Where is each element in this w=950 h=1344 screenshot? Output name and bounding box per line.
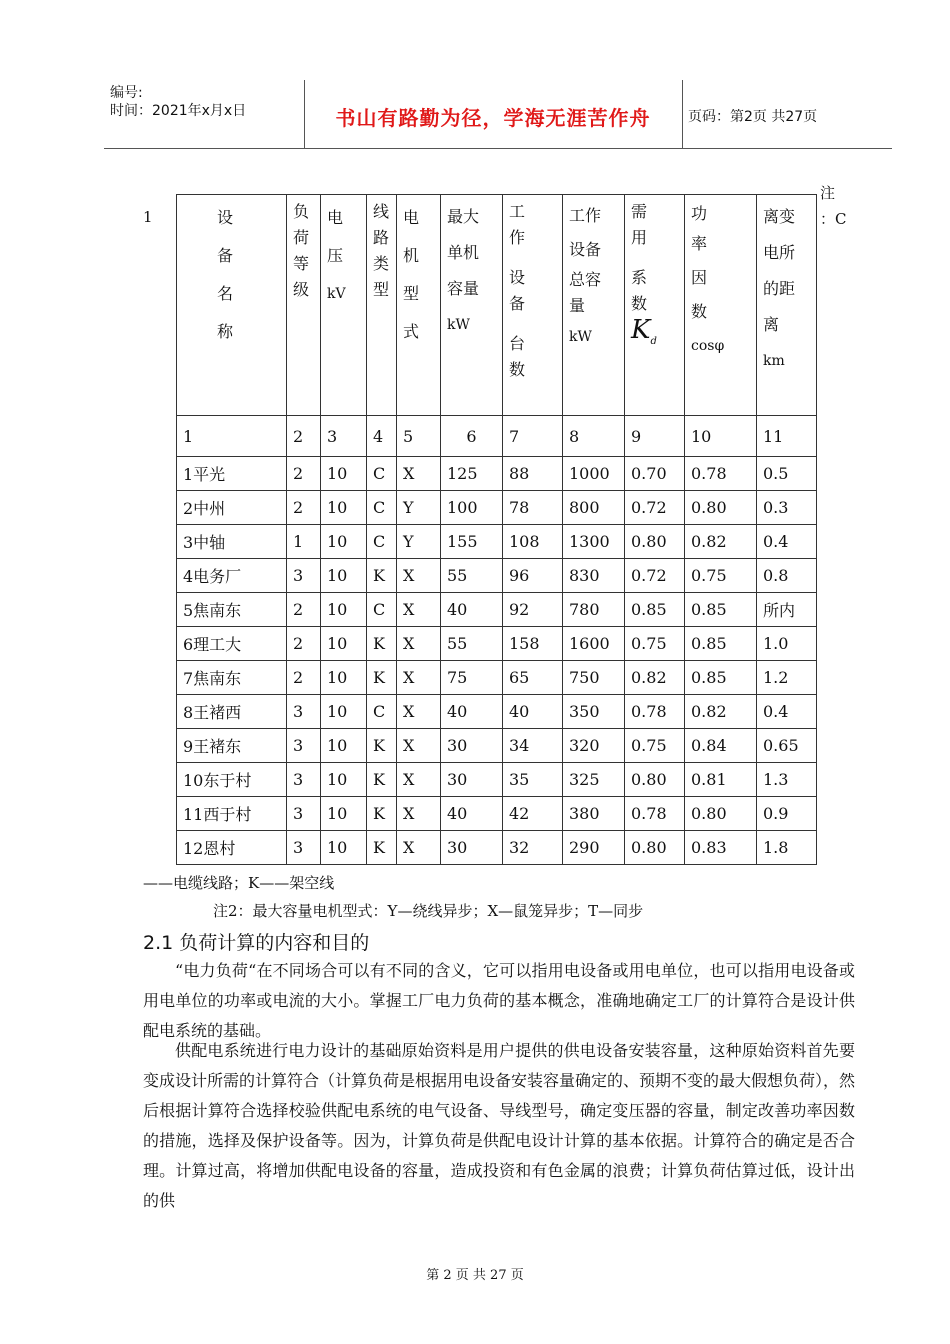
table-cell: 1 — [287, 525, 321, 559]
table-cell: 0.70 — [625, 457, 685, 491]
index-row — [177, 416, 817, 457]
table-cell: K — [367, 763, 397, 797]
index-cell: 8 — [563, 416, 625, 457]
table-cell: K — [367, 729, 397, 763]
time-label: 时间：2021年x月x日 — [110, 103, 247, 119]
table-cell: 8王褚西 — [177, 695, 287, 729]
side-note — [820, 180, 846, 232]
table-cell: 0.65 — [757, 729, 817, 763]
table-cell: 0.80 — [625, 525, 685, 559]
table-cell: 30 — [441, 763, 503, 797]
table-cell: X — [397, 695, 441, 729]
table-cell: 10东于村 — [177, 763, 287, 797]
table-cell: 0.9 — [757, 797, 817, 831]
table-cell: K — [367, 559, 397, 593]
table-cell: 所内 — [757, 593, 817, 627]
index-cell: 3 — [321, 416, 367, 457]
table-row — [177, 559, 817, 593]
table-cell: 55 — [441, 627, 503, 661]
header-cell: 负 荷 等 级 — [287, 195, 321, 416]
header-cell: 需 用 系 数 $K_d$ — [625, 195, 685, 416]
table-cell: 5焦南东 — [177, 593, 287, 627]
index-cell: 11 — [757, 416, 817, 457]
index-cell: 2 — [287, 416, 321, 457]
table-cell: Y — [397, 525, 441, 559]
table-cell: 10 — [321, 729, 367, 763]
header-cell: 最大 单机 容量 kW — [441, 195, 503, 416]
table-cell: 2 — [287, 491, 321, 525]
table-cell: 10 — [321, 491, 367, 525]
header-cell: 设 备 名 称 — [177, 195, 287, 416]
table-cell: 30 — [441, 729, 503, 763]
table-cell: 10 — [321, 457, 367, 491]
table-cell: 88 — [503, 457, 563, 491]
table-row — [177, 457, 817, 491]
index-cell: 9 — [625, 416, 685, 457]
table-cell: 40 — [441, 695, 503, 729]
table-cell: 3 — [287, 695, 321, 729]
table-cell: 35 — [503, 763, 563, 797]
index-cell: 1 — [177, 416, 287, 457]
table-cell: 155 — [441, 525, 503, 559]
load-table — [176, 194, 817, 865]
table-cell: 0.8 — [757, 559, 817, 593]
table-row — [177, 627, 817, 661]
table-cell: 0.4 — [757, 525, 817, 559]
table-cell: 92 — [503, 593, 563, 627]
table-cell: K — [367, 627, 397, 661]
table-cell: 10 — [321, 797, 367, 831]
table-header-row — [177, 195, 817, 416]
table-cell: 55 — [441, 559, 503, 593]
table-cell: X — [397, 457, 441, 491]
table-cell: 0.78 — [625, 695, 685, 729]
table-cell: 10 — [321, 695, 367, 729]
table-cell: 11西于村 — [177, 797, 287, 831]
table-cell: 0.85 — [685, 593, 757, 627]
table-cell: 10 — [321, 593, 367, 627]
header-motto: 书山有路勤为径，学海无涯苦作舟 — [335, 106, 651, 130]
table-cell: 0.80 — [685, 797, 757, 831]
table-cell: 100 — [441, 491, 503, 525]
table-cell: 0.3 — [757, 491, 817, 525]
table-cell: 830 — [563, 559, 625, 593]
table-cell: 78 — [503, 491, 563, 525]
section-title: 2.1 负荷计算的内容和目的 — [143, 932, 370, 954]
table-cell: K — [367, 831, 397, 865]
table-row — [177, 593, 817, 627]
table-cell: 3 — [287, 729, 321, 763]
table-cell: X — [397, 763, 441, 797]
table-cell: 3 — [287, 559, 321, 593]
table-cell: 108 — [503, 525, 563, 559]
table-cell: 0.82 — [625, 661, 685, 695]
table-cell: 3 — [287, 763, 321, 797]
table-cell: 6理工大 — [177, 627, 287, 661]
header-meta — [110, 84, 246, 120]
table-cell: 0.83 — [685, 831, 757, 865]
table-cell: 0.75 — [625, 627, 685, 661]
table-cell: 40 — [441, 593, 503, 627]
header-cell: 离变 电所 的距 离 km — [757, 195, 817, 416]
table-row — [177, 831, 817, 865]
header-cell: 工作 设备 总容 量 kW — [563, 195, 625, 416]
side-note-line: 注 — [820, 184, 836, 202]
table-cell: C — [367, 525, 397, 559]
table-cell: 10 — [321, 661, 367, 695]
table-row — [177, 797, 817, 831]
table-cell: 0.75 — [625, 729, 685, 763]
table-cell: Y — [397, 491, 441, 525]
header-cell: 功 率 因 数 cosφ — [685, 195, 757, 416]
table-body — [177, 457, 817, 865]
table-cell: X — [397, 627, 441, 661]
paragraph: “电力负荷“在不同场合可以有不同的含义，它可以指用电设备或用电单位，也可以指用电设备或用电单位的功率或电流的大小。掌握工厂电力负荷的基本概念，准确地确定工厂的计算符合是设计供配电系统的基础。 — [143, 961, 855, 1040]
table-cell: 65 — [503, 661, 563, 695]
table-cell: X — [397, 559, 441, 593]
table-cell: K — [367, 797, 397, 831]
table-cell: 2 — [287, 457, 321, 491]
table-cell: 1.3 — [757, 763, 817, 797]
index-cell: 5 — [397, 416, 441, 457]
table-cell: 96 — [503, 559, 563, 593]
table-row — [177, 525, 817, 559]
table-cell: 125 — [441, 457, 503, 491]
page-header — [104, 80, 892, 149]
table-cell: 750 — [563, 661, 625, 695]
table-cell: C — [367, 695, 397, 729]
table-cell: X — [397, 831, 441, 865]
table-row — [177, 729, 817, 763]
side-note-line: ：C — [820, 210, 847, 228]
table-cell: 0.81 — [685, 763, 757, 797]
table-cell: 9王褚东 — [177, 729, 287, 763]
number-label: 编号: — [110, 85, 143, 101]
header-page-info: 页码：第2页 共27页 — [688, 109, 818, 125]
table-cell: 1300 — [563, 525, 625, 559]
index-cell: 6 — [441, 416, 503, 457]
header-cell: 电 机 型 式 — [397, 195, 441, 416]
table-cell: 0.72 — [625, 491, 685, 525]
table-cell: 325 — [563, 763, 625, 797]
table-row — [177, 695, 817, 729]
index-cell: 4 — [367, 416, 397, 457]
table-cell: 12恩村 — [177, 831, 287, 865]
table-cell: 40 — [503, 695, 563, 729]
table-cell: 1.8 — [757, 831, 817, 865]
table-cell: 10 — [321, 627, 367, 661]
note-motor-type: 注2：最大容量电机型式：Y—绕线异步；X—鼠笼异步；T—同步 — [213, 902, 644, 920]
table-cell: 290 — [563, 831, 625, 865]
table-cell: 1.0 — [757, 627, 817, 661]
header-cell: 工 作 设 备 台 数 — [503, 195, 563, 416]
table-cell: 380 — [563, 797, 625, 831]
table-cell: 30 — [441, 831, 503, 865]
table-cell: 10 — [321, 525, 367, 559]
table-cell: 2中州 — [177, 491, 287, 525]
table-cell: K — [367, 661, 397, 695]
header-divider — [682, 80, 683, 148]
paragraph: 供配电系统进行电力设计的基础原始资料是用户提供的供电设备安装容量，这种原始资料首先要变成设计所需的计算符合（计算负荷是根据用电设备安装容量确定的、预期不变的最大假想负荷），然后根据计算符合选择校验供配电系统的电气设备、导线型号，确定变压器的容量，制定改善功率因数的措施，选择及保护设备等。因为，计算负荷是供配电设计计算的基本依据。计算符合的确定是否合理。计算过高，将增加供配电设备的容量，造成投资和有色金属的浪费；计算负荷估算过低，设计出的供 — [143, 1041, 856, 1210]
table-cell: 0.80 — [685, 491, 757, 525]
table-cell: 10 — [321, 559, 367, 593]
header-cell: 线 路 类 型 — [367, 195, 397, 416]
table-cell: 1平光 — [177, 457, 287, 491]
table-cell: X — [397, 797, 441, 831]
table-cell: 158 — [503, 627, 563, 661]
table-cell: 0.85 — [685, 661, 757, 695]
table-cell: 0.85 — [625, 593, 685, 627]
table-cell: C — [367, 593, 397, 627]
table-cell: 0.75 — [685, 559, 757, 593]
table-cell: 2 — [287, 593, 321, 627]
table-cell: 40 — [441, 797, 503, 831]
header-cell: 电 压 kV — [321, 195, 367, 416]
table-cell: 4电务厂 — [177, 559, 287, 593]
table-cell: X — [397, 593, 441, 627]
table-cell: 0.82 — [685, 525, 757, 559]
table-cell: C — [367, 491, 397, 525]
table-cell: 780 — [563, 593, 625, 627]
table-cell: X — [397, 661, 441, 695]
table-cell: 320 — [563, 729, 625, 763]
table-cell: 0.72 — [625, 559, 685, 593]
table-number: 1 — [143, 208, 153, 226]
kd-symbol: $K_d$ — [631, 315, 657, 348]
index-cell: 10 — [685, 416, 757, 457]
table-cell: 7焦南东 — [177, 661, 287, 695]
index-cell: 7 — [503, 416, 563, 457]
table-cell: 0.4 — [757, 695, 817, 729]
table-cell: 0.85 — [685, 627, 757, 661]
table-cell: 3 — [287, 797, 321, 831]
table-cell: 0.82 — [685, 695, 757, 729]
table-cell: 0.84 — [685, 729, 757, 763]
table-cell: 3中轴 — [177, 525, 287, 559]
table-cell: 0.5 — [757, 457, 817, 491]
table-cell: 3 — [287, 831, 321, 865]
table-cell: 0.80 — [625, 763, 685, 797]
table-row — [177, 491, 817, 525]
table-cell: 1600 — [563, 627, 625, 661]
page-footer: 第 2 页 共 27 页 — [426, 1268, 524, 1283]
table-cell: 32 — [503, 831, 563, 865]
table-cell: 42 — [503, 797, 563, 831]
table-cell: 10 — [321, 831, 367, 865]
table-cell: 10 — [321, 763, 367, 797]
table-cell: C — [367, 457, 397, 491]
table-cell: 350 — [563, 695, 625, 729]
table-cell: 800 — [563, 491, 625, 525]
table-cell: 75 — [441, 661, 503, 695]
table-cell: 2 — [287, 661, 321, 695]
note-cable-line: ——电缆线路；K——架空线 — [143, 874, 335, 892]
table-cell: 1.2 — [757, 661, 817, 695]
table-row — [177, 661, 817, 695]
table-cell: 1000 — [563, 457, 625, 491]
table-cell: 0.80 — [625, 831, 685, 865]
table-cell: 0.78 — [625, 797, 685, 831]
table-cell: X — [397, 729, 441, 763]
table-cell: 34 — [503, 729, 563, 763]
table-cell: 2 — [287, 627, 321, 661]
table-cell: 0.78 — [685, 457, 757, 491]
table-row — [177, 763, 817, 797]
